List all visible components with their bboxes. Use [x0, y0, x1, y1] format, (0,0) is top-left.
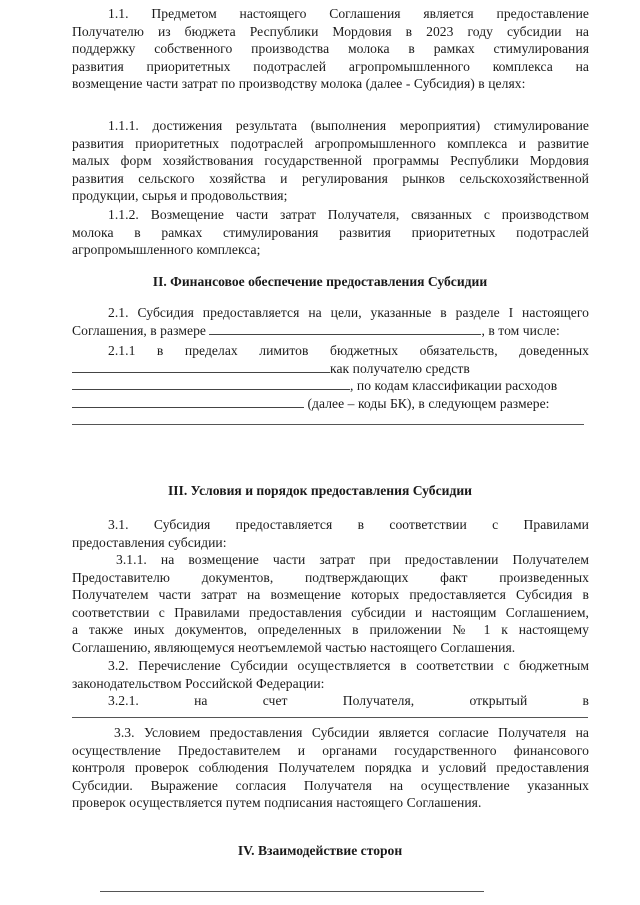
text-line: поддержку собственного производства молока в рамках стимулирования [72, 41, 589, 57]
paragraph-1-1 [72, 5, 589, 93]
text-fragment: (далее – коды БК), в следующем размере: [304, 395, 550, 411]
blank-line [72, 717, 588, 718]
blank-field [72, 395, 304, 408]
text-line: Получателю из бюджета Республики Мордовия в 2023 году субсидии на [72, 23, 589, 39]
text-line: а также иных документов, определенных в приложении № 1 к настоящему [72, 622, 589, 638]
text-line: Предоставителю документов, подтверждающих факт произведенных [72, 569, 589, 585]
text-line: 2.1. Субсидия предоставляется на цели, указанные в разделе I настоящего [108, 305, 589, 320]
text-line: контроля проверок соблюдения Получателем порядка и условий предоставления [72, 760, 589, 776]
text-line: 1.1. Предметом настоящего Соглашения является предоставление [108, 6, 589, 21]
text-line: молока в рамках стимулирования развития приоритетных подотраслей [72, 224, 589, 240]
text-fragment: , по кодам классификации расходов [350, 378, 558, 394]
section-heading-3: III. Условия и порядок предоставления Субсидии [167, 483, 473, 498]
text-line [72, 377, 589, 395]
text-line: соответствии с Правилами предоставления субсидии и настоящим Соглашением, [72, 604, 589, 620]
text-line: 3.2.1. на счет Получателя, открытый в [108, 693, 589, 708]
text-line: 2.1.1 в пределах лимитов бюджетных обязательств, доведенных [108, 343, 589, 358]
text-line [72, 322, 589, 340]
text-line: 3.1.1. на возмещение части затрат при предоставлении Получателем [116, 552, 589, 567]
text-line: 3.3. Условием предоставления Субсидии является согласие Получателя на [114, 725, 589, 740]
paragraph-3-1-1 [72, 551, 589, 657]
paragraph-3-2 [72, 657, 589, 692]
text-line [72, 395, 589, 413]
text-line: 1.1.1. достижения результата (выполнения мероприятия) стимулирование [108, 118, 589, 133]
blank-field [72, 377, 350, 390]
paragraph-3-1 [72, 516, 589, 551]
text-line: развития сельского хозяйства и регулирования рынков сельскохозяйственной [72, 170, 589, 186]
text-line: предоставления субсидии: [72, 534, 227, 550]
text-fragment: , в том числе: [481, 322, 560, 338]
paragraph-1-1-1 [72, 117, 589, 205]
section-heading-2: II. Финансовое обеспечение предоставления Субсидии [152, 274, 488, 289]
text-line: осуществление Предоставителем и органами государственного финансового [72, 742, 589, 758]
text-line: Соглашению, являющемуся неотъемлемой частью настоящего Соглашения. [72, 639, 516, 655]
text-line: Субсидии. Выражение согласия Получателя на осуществление указанных [72, 777, 589, 793]
text-line: проверок осуществляется путем подписания настоящего Соглашения. [72, 795, 482, 811]
paragraph-3-2-1 [72, 692, 589, 710]
text-line: развития приоритетных подотраслей агропромышленного комплекса и развитие [72, 135, 589, 151]
text-line [72, 360, 589, 378]
text-line: малых форм хозяйствования государственной программы Республики Мордовия [72, 153, 589, 169]
blank-field [72, 360, 330, 373]
blank-line [72, 424, 584, 425]
paragraph-2-1-1 [72, 342, 589, 412]
paragraph-1-1-2 [72, 206, 589, 259]
text-line: развития приоритетных подотраслей агропромышленного комплекса на [72, 58, 589, 74]
text-fragment: как получателю средств [330, 360, 470, 376]
text-line: законодательством Российской Федерации: [72, 675, 325, 691]
paragraph-3-3 [72, 724, 589, 812]
paragraph-2-1 [72, 304, 589, 339]
text-line: 3.2. Перечисление Субсидии осуществляется в соответствии с бюджетным [108, 658, 589, 673]
text-line: агропромышленного комплекса; [72, 242, 261, 258]
blank-field [209, 322, 481, 335]
text-line: 3.1. Субсидия предоставляется в соответствии с Правилами [108, 517, 589, 532]
blank-line [100, 891, 484, 892]
text-line: 1.1.2. Возмещение части затрат Получателя, связанных с производством [108, 207, 589, 222]
text-line: Получателем части затрат на возмещение которых предоставляется Субсидия в [72, 587, 589, 603]
text-fragment: Соглашения, в размере [72, 322, 207, 338]
text-line: возмещение части затрат по производству молока (далее - Субсидия) в целях: [72, 76, 526, 92]
text-line: продукции, сырья и продовольствия; [72, 188, 288, 204]
section-heading-4: IV. Взаимодействие сторон [237, 843, 403, 858]
